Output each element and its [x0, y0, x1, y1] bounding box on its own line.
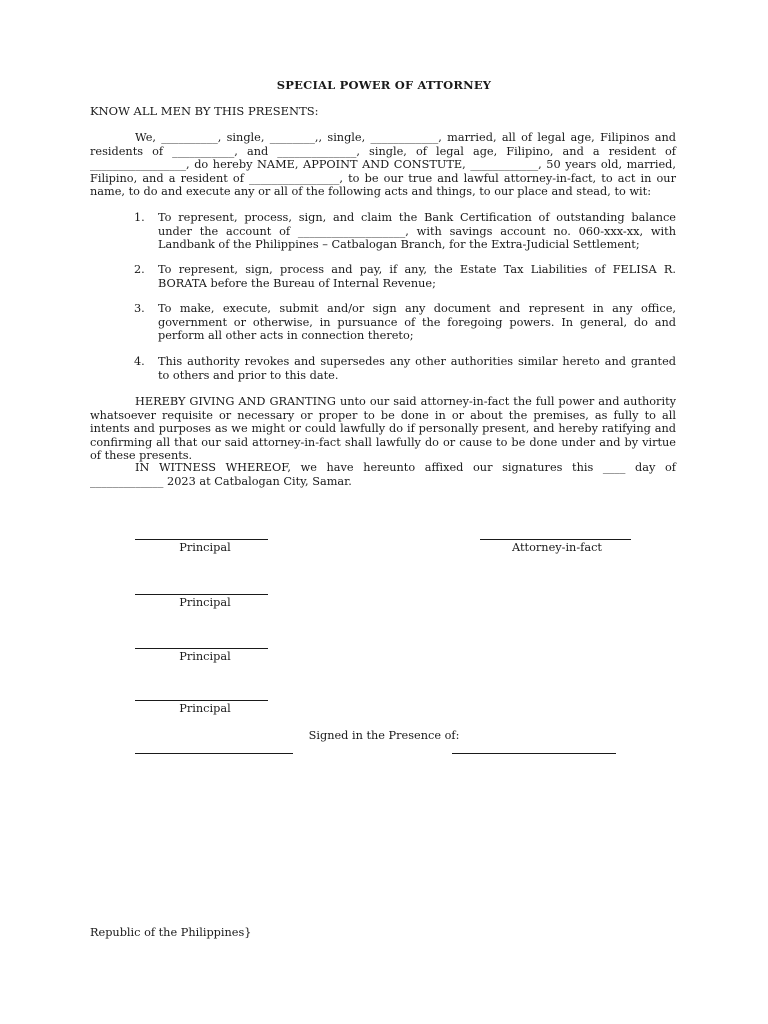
list-item-number: 1.	[134, 211, 145, 224]
list-item	[134, 263, 676, 290]
footer-venue: Republic of the Philippines}	[90, 926, 252, 939]
list-item-text: This authority revokes and supersedes any other authorities similar hereto and granted to others and prior to this date.	[158, 355, 676, 382]
list-item-number: 4.	[134, 355, 145, 368]
signed-in-presence-label: Signed in the Presence of:	[308, 729, 460, 742]
intro-paragraph: We, __________, single, ________,, single, ____________, married, all of legal age, Filipinos and residents of ___________, and ______________, single, of legal age, Filipino, and a resident of _________________, do hereby NAME, APPOINT AND CONSTUTE, ____________, 50 years old, married, Filipino, and a resident of ________________, to be our true and lawful attorney-in-fact, to act in our name, to do and execute any or all of the following acts and things, to our place and stead, to wit:	[90, 131, 676, 199]
principal-signature-line	[135, 648, 268, 649]
list-item-number: 2.	[134, 263, 145, 276]
witness-signature-line	[452, 753, 616, 754]
attorney-signature-line	[480, 539, 631, 540]
principal-label: Principal	[179, 702, 231, 715]
list-item-text: To represent, sign, process and pay, if any, the Estate Tax Liabilities of FELISA R. BORATA before the Bureau of Internal Revenue;	[158, 263, 676, 290]
principal-label: Principal	[179, 596, 231, 609]
witness-signature-line	[135, 753, 293, 754]
principal-signature-line	[135, 594, 268, 595]
list-item-text: To represent, process, sign, and claim the Bank Certification of outstanding balance under the account of ___________________, with savings account no. 060-xxx-xx, with Landbank of the Philippines – Catbalogan Branch, for the Extra-Judicial Settlement;	[158, 211, 676, 252]
principal-signature-line	[135, 700, 268, 701]
witness-paragraph: IN WITNESS WHEREOF, we have hereunto affixed our signatures this ____ day of _____________ 2023 at Catbalogan City, Samar.	[90, 461, 676, 488]
granting-paragraph: HEREBY GIVING AND GRANTING unto our said attorney-in-fact the full power and authority whatsoever requisite or necessary or proper to be done in or about the premises, as fully to all intents and purposes as we might or could lawfully do if personally present, and hereby ratifying and confirming all that our said attorney-in-fact shall lawfully do or cause to be done under and by virtue of these presents.	[90, 395, 676, 463]
salutation: KNOW ALL MEN BY THIS PRESENTS:	[90, 104, 319, 118]
list-item-text: To make, execute, submit and/or sign any document and represent in any office, government or otherwise, in pursuance of the foregoing powers. In general, do and perform all other acts in connection thereto;	[158, 302, 676, 343]
list-item	[134, 302, 676, 343]
principal-signature-line	[135, 539, 268, 540]
attorney-in-fact-label: Attorney-in-fact	[512, 541, 602, 554]
principal-label: Principal	[179, 541, 231, 554]
list-item-number: 3.	[134, 302, 145, 315]
document-title: SPECIAL POWER OF ATTORNEY	[276, 78, 492, 92]
list-item	[134, 355, 676, 382]
list-item	[134, 211, 676, 252]
principal-label: Principal	[179, 650, 231, 663]
